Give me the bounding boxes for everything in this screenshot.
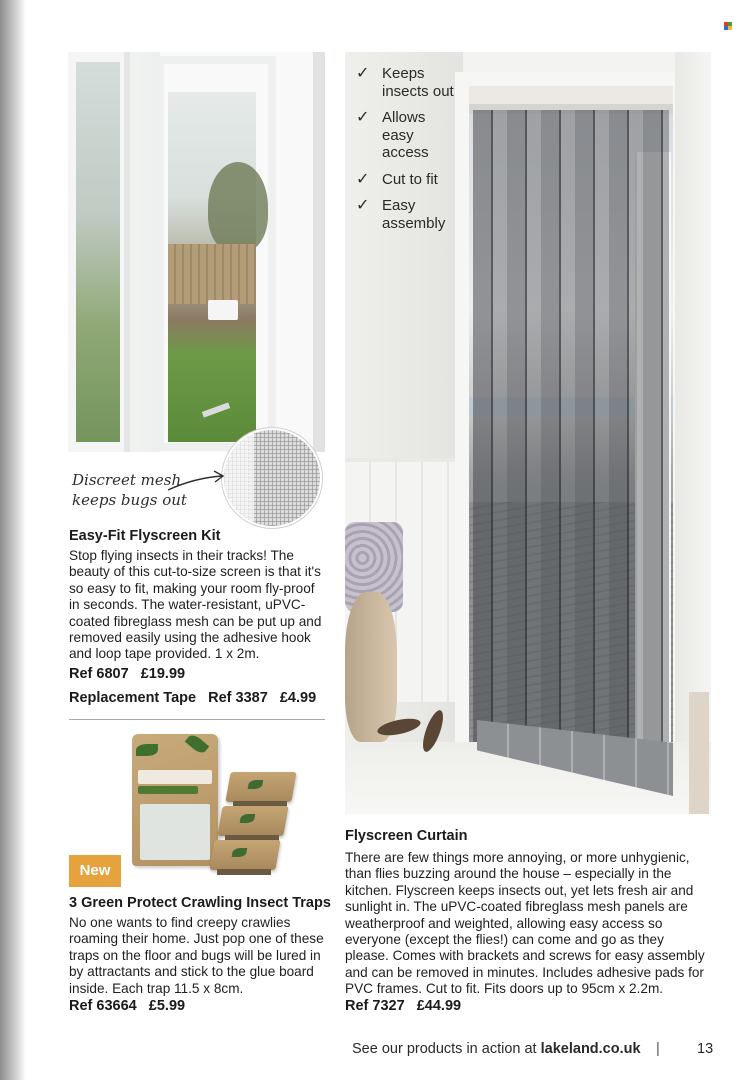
feature-item: ✓ Allows easy access (356, 109, 429, 161)
flyscreen-kit-ref-price: Ref 6807 £19.99 (69, 666, 186, 682)
checkmark-icon: ✓ (356, 197, 370, 214)
mesh-callout-text: Discreet mesh keeps bugs out (72, 471, 187, 509)
replacement-tape-ref-price: Replacement Tape Ref 3387 £4.99 (69, 690, 317, 706)
checkmark-icon: ✓ (356, 170, 370, 188)
section-divider (69, 719, 325, 720)
feature-item: ✓ Cut to fit (356, 170, 438, 188)
flyscreen-curtain-description: There are few things more annoying, or more unhygienic, than flies buzzing around the house – especially in the kitchen. Flyscreen keeps insects out, yet lets fresh air and sunlight in. The uPVC-coated fibreglass mesh panels are weatherproof and weighted, allowing easy access so everyone (except the flies!) can come and go as they please. Comes with brackets and screws for easy assembly and can be removed in minutes. Includes adhesive pads for PVC frames. Cut to fit. Fits doors up to 95cm x 2.2m. (345, 850, 705, 997)
page-number: 13 (697, 1041, 714, 1057)
flyscreen-kit-photo (68, 52, 325, 452)
flyscreen-kit-description: Stop flying insects in their tracks! The beauty of this cut-to-size screen is that it's so easy to fit, making your room fly-proof in seconds. The water-resistant, uPVC-coated fibreglass mesh can be put up and removed easily using the adhesive hook and loop tape provided. 1 x 2m. (69, 548, 322, 662)
feature-item: ✓ Easy assembly (356, 197, 446, 232)
page-footer (352, 1041, 722, 1057)
flyscreen-kit-title: Easy-Fit Flyscreen Kit (69, 528, 221, 544)
checkmark-icon: ✓ (356, 109, 370, 126)
insect-traps-ref-price: Ref 63664 £5.99 (69, 998, 186, 1014)
footer-separator: | (656, 1041, 660, 1057)
footer-website-link[interactable]: lakeland.co.uk (540, 1041, 641, 1057)
footer-text: See our products in action at (352, 1041, 541, 1057)
flyscreen-curtain-title: Flyscreen Curtain (345, 828, 468, 844)
insect-traps-title: 3 Green Protect Crawling Insect Traps (69, 895, 331, 911)
new-badge: New (69, 855, 121, 887)
mesh-closeup-inset (222, 428, 322, 528)
feature-item: ✓ Keeps insects out (356, 65, 454, 100)
flyscreen-curtain-ref-price: Ref 7327 £44.99 (345, 998, 462, 1014)
insect-traps-photo (110, 730, 310, 880)
curtain-features-list (356, 65, 466, 241)
page-spine-shadow (0, 0, 26, 1080)
callout-arrow-icon (164, 468, 228, 498)
brand-color-mark (724, 22, 732, 30)
trap-package (132, 734, 218, 866)
insect-traps-description: No one wants to find creepy crawlies roaming their home. Just pop one of these traps on the floor and bugs will be lured in by attractants and stick to the glue board inside. Each trap 11.5 x 8cm. (69, 915, 324, 996)
checkmark-icon: ✓ (356, 65, 370, 82)
